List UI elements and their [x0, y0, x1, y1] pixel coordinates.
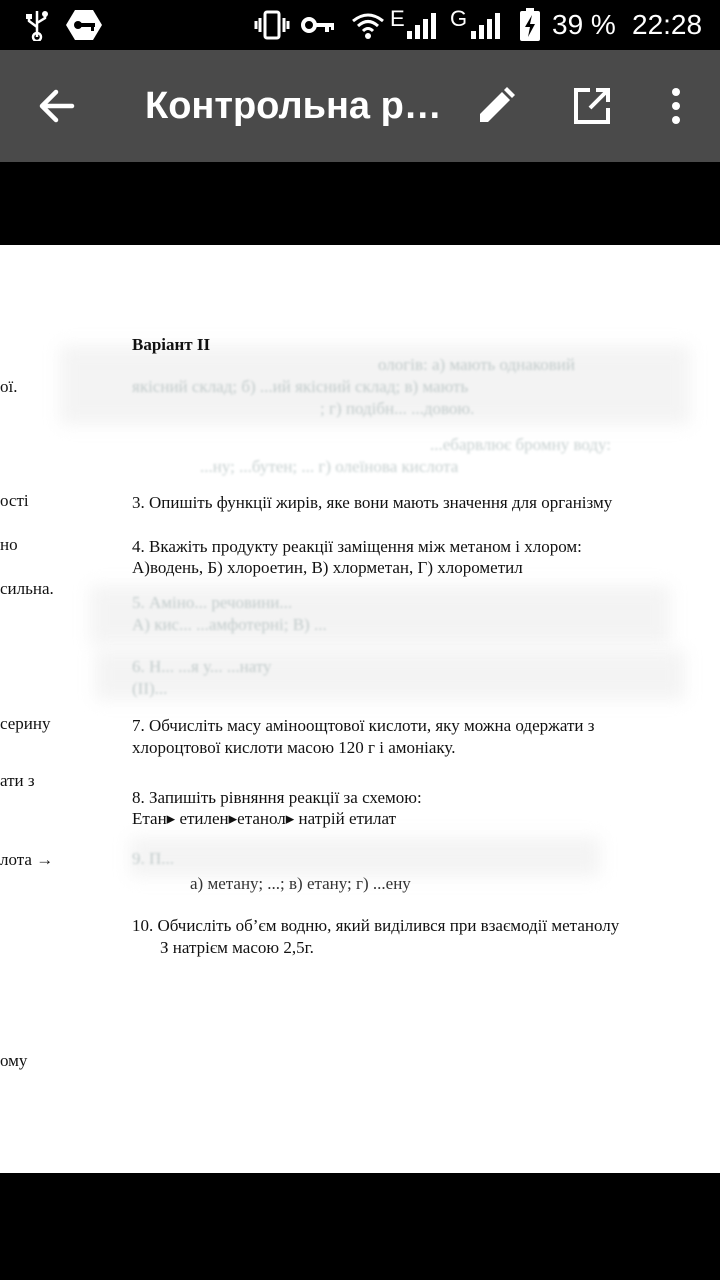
pencil-icon — [476, 86, 516, 126]
left-fragment: ому — [0, 1051, 28, 1070]
back-button[interactable] — [20, 70, 92, 142]
open-external-button[interactable] — [556, 70, 628, 142]
blurred-text: 9. П... — [132, 849, 175, 868]
clock: 22:28 — [632, 9, 703, 40]
battery-charging-icon — [516, 8, 544, 42]
top-letterbox — [0, 162, 720, 245]
usb-icon — [20, 8, 54, 42]
vpn-key-icon — [64, 8, 104, 42]
ghost-block — [130, 837, 600, 877]
left-fragment: ати з — [0, 771, 35, 790]
question-4-text: 4. Вкажіть продукту реакції заміщення між метаном і хлором: — [132, 537, 582, 556]
blurred-text: А) кис... ...амфотерні; В) ... — [132, 615, 327, 634]
edit-button[interactable] — [460, 70, 532, 142]
app-bar — [0, 50, 720, 162]
blurred-text: ...ну; ...бутен; ... г) олеїнова кислота — [200, 457, 459, 476]
question-10-line1: 10. Обчисліть об’єм водню, який виділився при взаємодії метанолу — [132, 916, 620, 935]
question-8-scheme: Етан▸ етилен▸етанол▸ натрій етилат — [132, 809, 397, 828]
left-fragment: сильна. — [0, 579, 54, 598]
network-type-2: G — [450, 6, 468, 31]
more-vert-icon — [670, 86, 682, 126]
question-4-options: А)водень, Б) хлороетин, В) хлорметан, Г) хлорометил — [132, 558, 523, 577]
document-title: Контрольна р… — [145, 85, 442, 127]
blurred-text: 6. Н... ...я у... ...нату — [132, 657, 272, 676]
question-10-line2: З натрієм масою 2,5г. — [160, 938, 314, 957]
blurred-text: якісний склад; б) ...ий якісний склад; в) мають — [132, 377, 469, 396]
network-type-1: E — [390, 6, 405, 31]
arrow-back-icon — [36, 86, 76, 126]
blurred-text: 5. Аміно... речовини... — [132, 593, 293, 612]
question-9-options: а) метану; ...; в) етану; г) ...ену — [190, 874, 411, 893]
open-in-new-icon — [572, 86, 612, 126]
left-fragment: ості — [0, 491, 29, 510]
blurred-text: ...ебарвлює бромну воду: — [430, 435, 612, 454]
left-fragment: лота → — [0, 850, 54, 869]
vibrate-icon — [252, 8, 292, 42]
left-fragment: ої. — [0, 377, 18, 396]
signal-icon — [404, 8, 440, 42]
bottom-letterbox — [0, 1173, 720, 1280]
battery-percent: 39 % — [552, 9, 616, 40]
question-8-text: 8. Запишіть рівняння реакції за схемою: — [132, 788, 422, 807]
document-page — [0, 245, 720, 1173]
blurred-text: ологів: а) мають однаковий — [378, 355, 575, 374]
left-fragment: серину — [0, 714, 51, 733]
variant-heading: Варіант II — [132, 335, 211, 354]
overflow-menu-button[interactable] — [640, 70, 712, 142]
blurred-text: (ІІ)... — [132, 679, 168, 698]
wifi-icon — [350, 8, 386, 42]
question-7-line1: 7. Обчисліть масу аміноощтової кислоти, яку можна одержати з — [132, 716, 595, 735]
key-icon — [300, 8, 336, 42]
left-fragment: но — [0, 535, 18, 554]
question-3: 3. Опишіть функції жирів, яке вони мають значення для організму — [132, 493, 613, 512]
blurred-text: ; г) подібн... ...довою. — [320, 399, 475, 418]
status-bar — [0, 0, 720, 50]
question-7-line2: хлороцтової кислоти масою 120 г і амоніаку. — [132, 738, 456, 757]
signal-icon-2 — [468, 8, 504, 42]
